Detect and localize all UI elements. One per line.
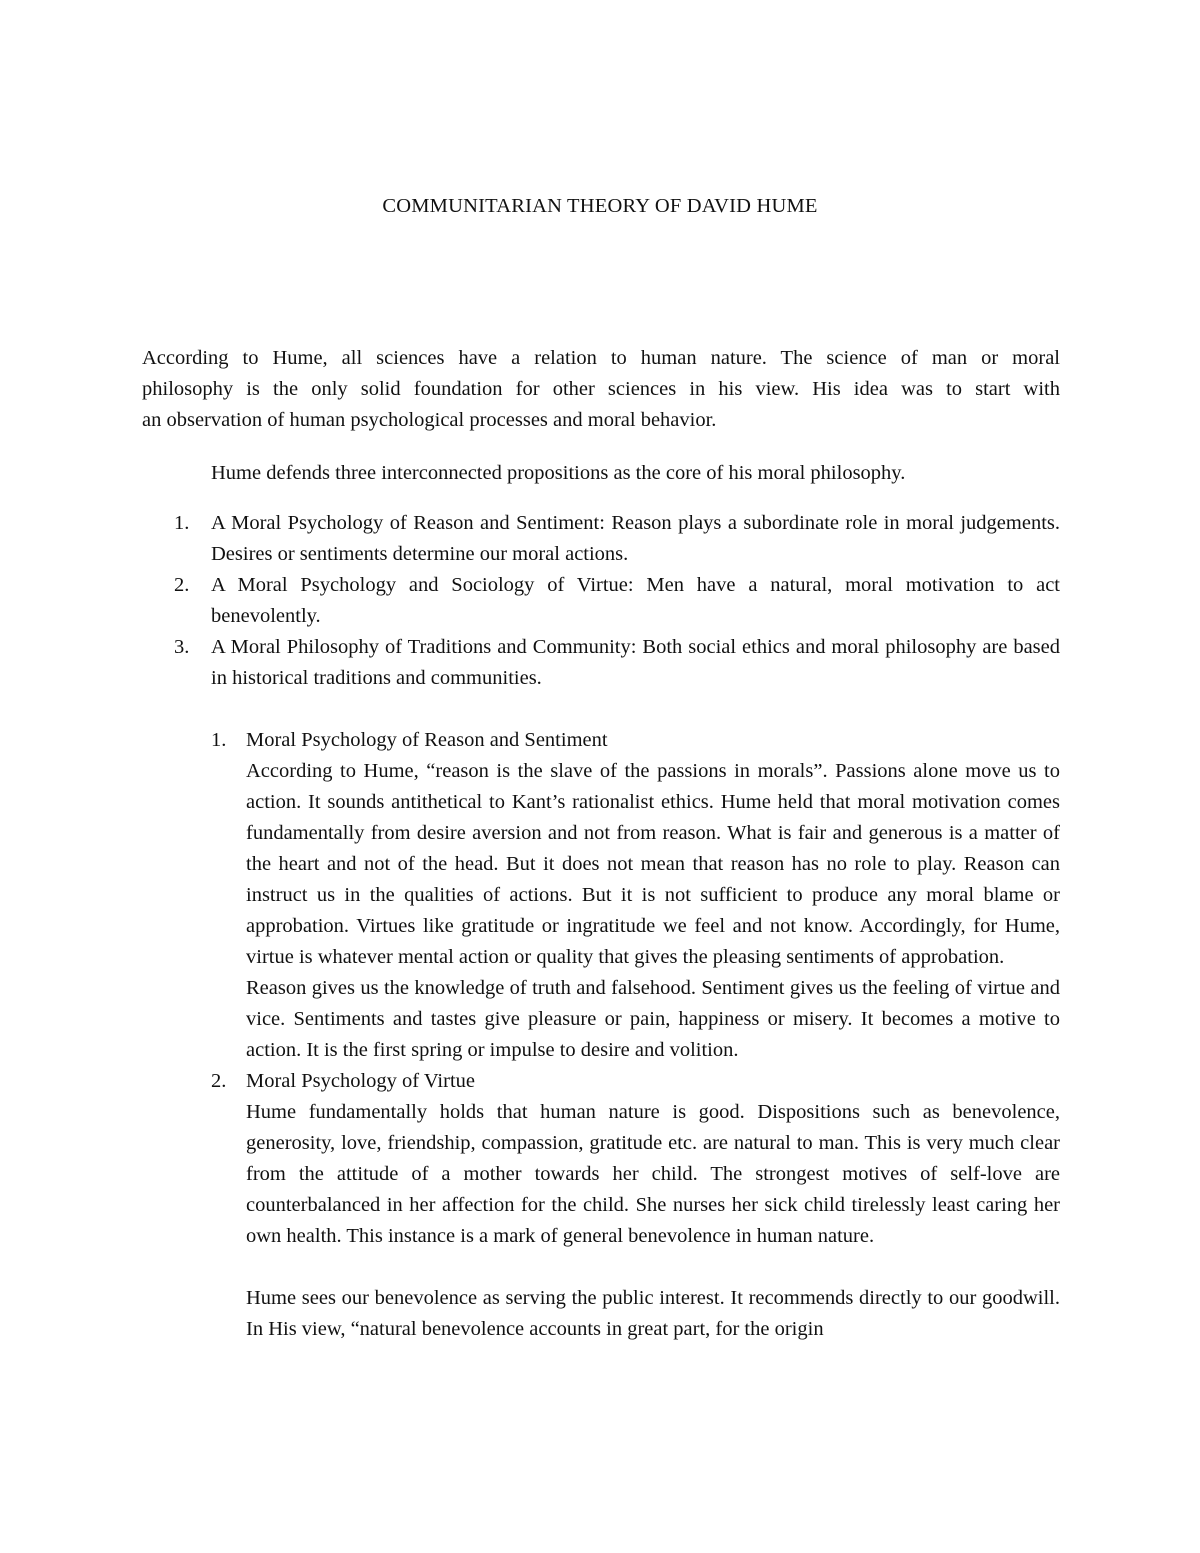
list-number: 2. (174, 574, 190, 596)
list-number: 1. (174, 512, 190, 534)
section-item (211, 1066, 1060, 1345)
section-heading: Moral Psychology of Reason and Sentiment (246, 729, 608, 751)
intro-line: an observation of human psychological processes and moral behavior. (142, 409, 717, 431)
list-item (142, 508, 1060, 570)
list-item (142, 570, 1060, 632)
list-item (142, 632, 1060, 694)
list-number: 3. (174, 636, 190, 658)
sections-list (211, 725, 1060, 1345)
section-paragraph: Reason gives us the knowledge of truth and falsehood. Sentiment gives us the feeling of virtue and vice. Sentiments and tastes give pleasure or pain, happiness or misery. It becomes a motive to action. It is the first spring or impulse to desire and volition. (246, 977, 1060, 1061)
section-heading: Moral Psychology of Virtue (246, 1070, 475, 1092)
section-paragraph: According to Hume, “reason is the slave of the passions in morals”. Passions alone move us to action. It sounds antithetical to Kant’s rationalist ethics. Hume held that moral motivation comes fundamentally from desire aversion and not from reason. What is fair and generous is a matter of the heart and not of the head. But it does not mean that reason has no role to play. Reason can instruct us in the qualities of actions. But it is not sufficient to produce any moral blame or approbation. Virtues like gratitude or ingratitude we feel and not know. Accordingly, for Hume, virtue is whatever mental action or quality that gives the pleasing sentiments of approbation. (246, 760, 1060, 968)
section-paragraph: Hume sees our benevolence as serving the public interest. It recommends directly to our goodwill. In His view, “natural benevolence accounts in great part, for the origin (246, 1287, 1060, 1340)
list-text: A Moral Philosophy of Traditions and Community: Both social ethics and moral philosophy are based in historical traditions and communities. (211, 636, 1060, 689)
document-title: COMMUNITARIAN THEORY OF DAVID HUME (382, 195, 818, 217)
intro-paragraph (142, 343, 1060, 436)
section-paragraph: Hume fundamentally holds that human nature is good. Dispositions such as benevolence, generosity, love, friendship, compassion, gratitude etc. are natural to man. This is very much clear from the attitude of a mother towards her child. The strongest motives of self-love are counterbalanced in her affection for the child. She nurses her sick child tirelessly least caring her own health. This instance is a mark of general benevolence in human nature. (246, 1101, 1060, 1247)
section-number: 1. (211, 729, 227, 751)
section-item (211, 725, 1060, 1066)
list-text: A Moral Psychology and Sociology of Virtue: Men have a natural, moral motivation to act benevolently. (211, 574, 1060, 627)
propositions-list (142, 508, 1060, 694)
section-number: 2. (211, 1070, 227, 1092)
propositions-intro: Hume defends three interconnected propositions as the core of his moral philosophy. (211, 462, 906, 484)
list-text: A Moral Psychology of Reason and Sentiment: Reason plays a subordinate role in moral judgements. Desires or sentiments determine our moral actions. (211, 512, 1060, 565)
intro-line: According to Hume, all sciences have a relation to human nature. The science of man or moral (142, 347, 1060, 369)
intro-line: philosophy is the only solid foundation for other sciences in his view. His idea was to start with (142, 378, 1060, 400)
